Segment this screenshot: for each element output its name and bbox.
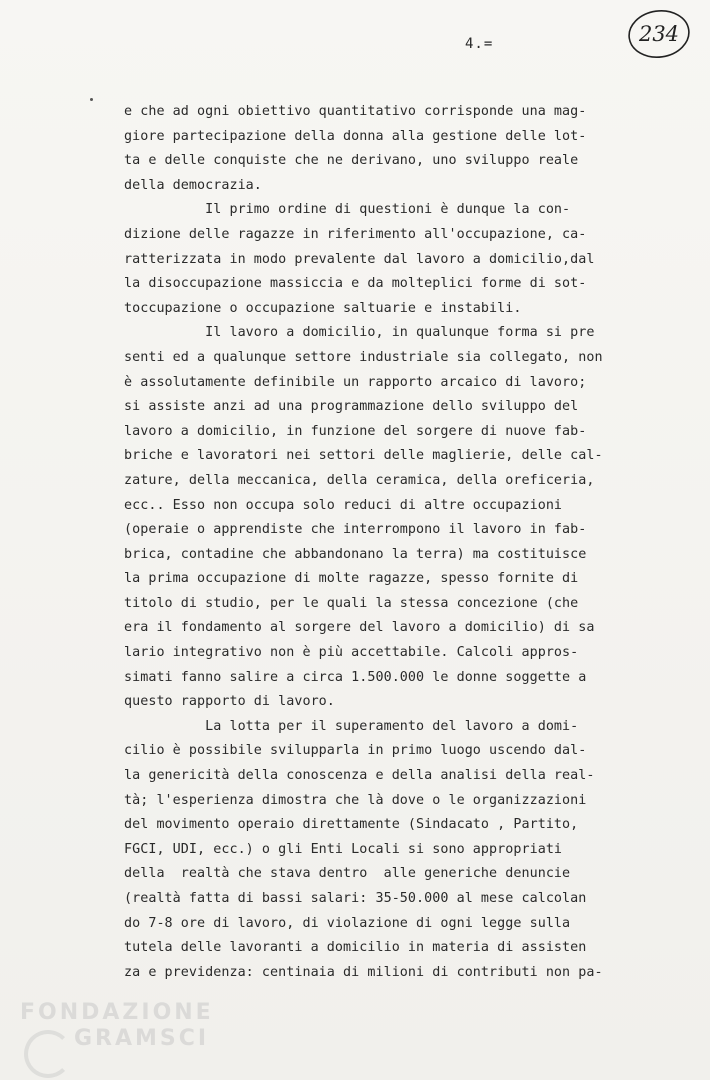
watermark-line-1: FONDAZIONE	[20, 1000, 214, 1025]
text-line: tutela delle lavoranti a domicilio in materia di assisten	[124, 940, 587, 956]
text-line: ta e delle conquiste che ne derivano, uno sviluppo reale	[124, 153, 579, 169]
text-line: Il lavoro a domicilio, in qualunque forma si pre	[124, 325, 595, 341]
text-line: del movimento operaio direttamente (Sindacato , Partito,	[124, 817, 579, 833]
text-line: do 7-8 ore di lavoro, di violazione di ogni legge sulla	[124, 915, 571, 931]
text-line: la prima occupazione di molte ragazze, spesso fornite di	[124, 571, 579, 587]
text-line: della democrazia.	[124, 177, 262, 193]
text-line: lario integrativo non è più accettabile. Calcoli appros-	[124, 645, 579, 661]
text-line: era il fondamento al sorgere del lavoro a domicilio) di sa	[124, 620, 595, 636]
text-line: questo rapporto di lavoro.	[124, 694, 335, 710]
text-line: la genericità della conoscenza e della analisi della real-	[124, 768, 595, 784]
page-number: 4.=	[465, 36, 494, 52]
text-line: simati fanno salire a circa 1.500.000 le donne soggette a	[124, 669, 587, 685]
text-line: della realtà che stava dentro alle generiche denuncie	[124, 866, 571, 882]
text-line: tà; l'esperienza dimostra che là dove o le organizzazioni	[124, 792, 587, 808]
text-line: FGCI, UDI, ecc.) o gli Enti Locali si sono appropriati	[124, 841, 563, 857]
text-line: Il primo ordine di questioni è dunque la con-	[124, 202, 571, 218]
text-line: toccupazione o occupazione saltuarie e instabili.	[124, 300, 522, 316]
watermark-line-2: GRAMSCI	[74, 1026, 210, 1051]
text-line: cilio è possibile svilupparla in primo luogo uscendo dal-	[124, 743, 587, 759]
text-line: briche e lavoratori nei settori delle maglierie, delle cal-	[124, 448, 603, 464]
watermark	[20, 1000, 214, 1052]
text-line: titolo di studio, per le quali la stessa concezione (che	[124, 595, 579, 611]
text-line: (operaie o apprendiste che interrompono il lavoro in fab-	[124, 522, 587, 538]
text-line: ecc.. Esso non occupa solo reduci di altre occupazioni	[124, 497, 563, 513]
text-line: si assiste anzi ad una programmazione dello sviluppo del	[124, 399, 579, 415]
body-text	[124, 100, 614, 985]
text-line: senti ed a qualunque settore industriale sia collegato, non	[124, 349, 603, 365]
handwritten-number: 234	[638, 22, 680, 46]
text-line: za e previdenza: centinaia di milioni di contributi non pa-	[124, 964, 603, 980]
text-line: zature, della meccanica, della ceramica, della oreficeria,	[124, 472, 595, 488]
text-line: e che ad ogni obiettivo quantitativo corrisponde una mag-	[124, 104, 587, 119]
text-line: la disoccupazione massiccia e da molteplici forme di sot-	[124, 276, 587, 292]
text-line: dizione delle ragazze in riferimento all'occupazione, ca-	[124, 226, 587, 242]
margin-dot	[90, 98, 93, 101]
text-line: (realtà fatta di bassi salari: 35-50.000 al mese calcolan	[124, 891, 587, 906]
text-line: ratterizzata in modo prevalente dal lavoro a domicilio,dal	[124, 251, 595, 267]
text-line: è assolutamente definibile un rapporto arcaico di lavoro;	[124, 374, 587, 390]
text-line: giore partecipazione della donna alla gestione delle lot-	[124, 128, 587, 144]
text-line: lavoro a domicilio, in funzione del sorgere di nuove fab-	[124, 423, 587, 439]
handwritten-page-number	[626, 8, 692, 60]
text-line: brica, contadine che abbandonano la terra) ma costituisce	[124, 546, 587, 562]
text-line: La lotta per il superamento del lavoro a domi-	[124, 718, 579, 734]
